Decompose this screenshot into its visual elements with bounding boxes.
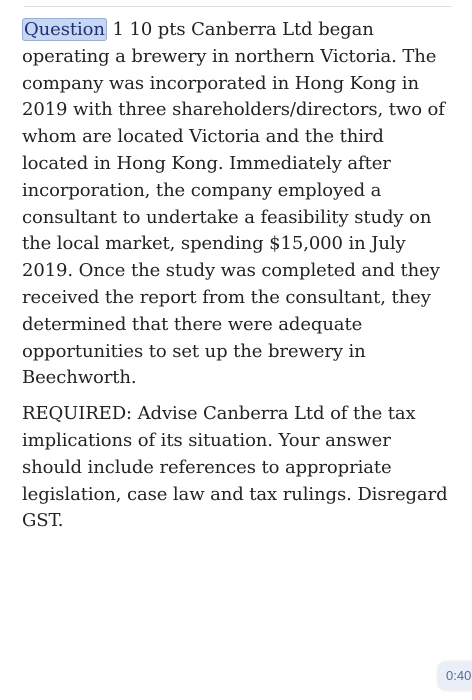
required-paragraph: REQUIRED: Advise Canberra Ltd of the tax implications of its situation. Your answer should include references to appropriate legislation, case law and tax rulings. Disregard GST. xyxy=(22,403,448,532)
question-block xyxy=(22,17,454,535)
question-body: Canberra Ltd began operating a brewery in northern Victoria. The company was incorporated in Hong Kong in 2019 with three shareholders/directors, two of whom are located Victoria and the third located in Hong Kong. Immediately after incorporation, the company employed a consultant to undertake a feasibility study on the local market, spending $15,000 in July 2019. Once the study was completed and they received the report from the consultant, they determined that there were adequate opportunities to set up the brewery in Beechworth. xyxy=(22,19,445,389)
top-divider xyxy=(24,6,452,7)
question-paragraph xyxy=(22,17,454,392)
question-number: 1 xyxy=(112,19,124,40)
question-tag[interactable]: Question xyxy=(24,19,105,40)
question-points: 10 pts xyxy=(129,19,186,40)
timer-badge[interactable]: 0:40 xyxy=(438,662,472,690)
